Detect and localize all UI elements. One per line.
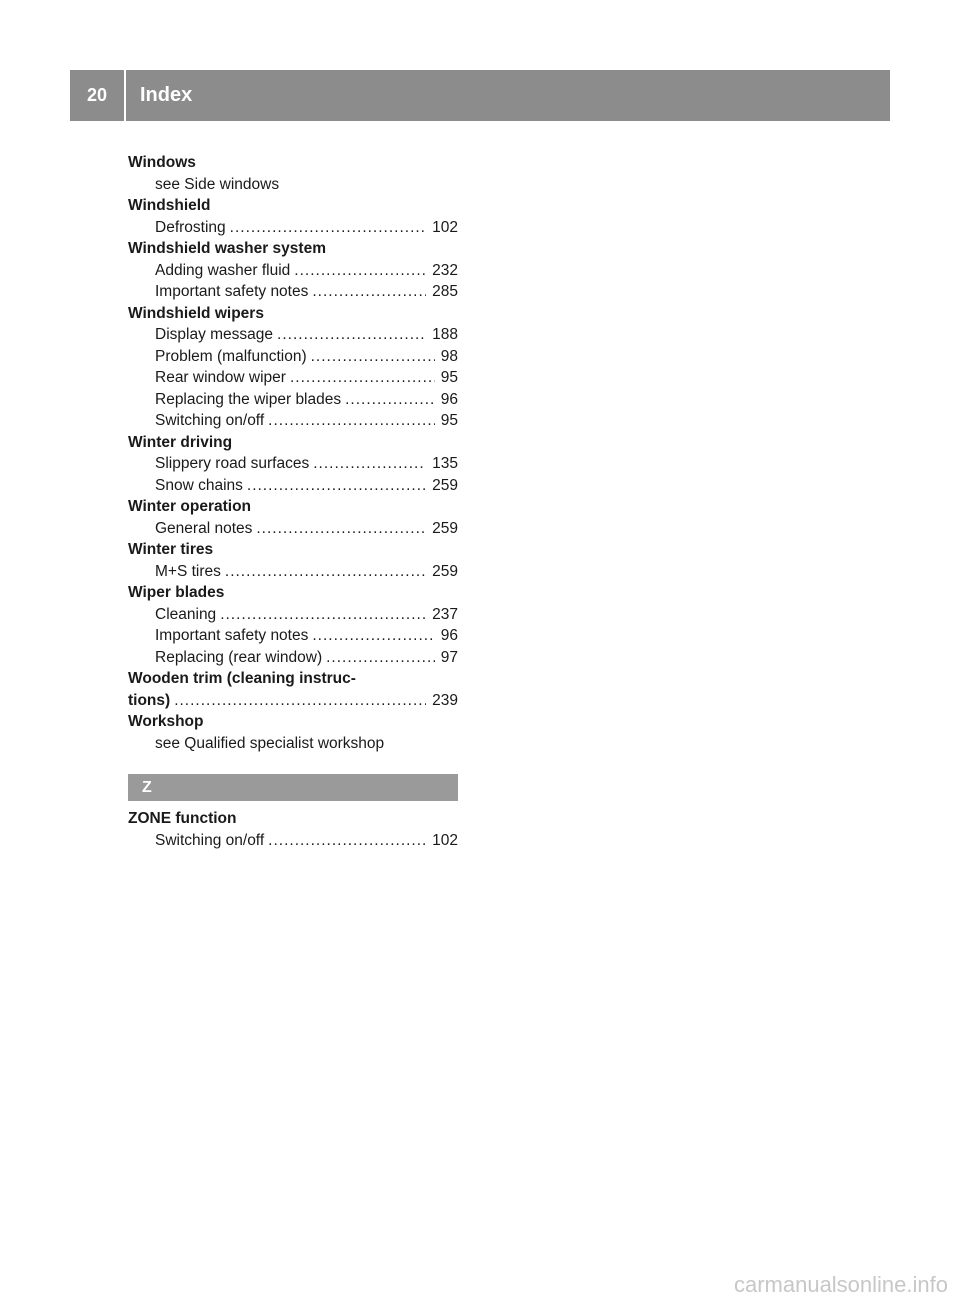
dot-leader [247,475,426,497]
page-reference: 239 [432,691,458,709]
index-term: Winter operation [128,498,252,515]
index-subentry [128,367,458,389]
dot-leader [277,324,426,346]
index-term: Wooden trim (cleaning instruc- [128,670,356,687]
dot-leader [174,690,426,712]
index-subentry [128,260,458,282]
dot-leader [268,830,426,852]
page-reference: 102 [432,831,458,849]
page-header [70,70,890,121]
subentry-label: Display message [155,326,274,343]
page-reference: 135 [432,455,458,472]
subentry-label: Switching on/off [155,412,265,429]
index-term: Windows [128,154,196,171]
index-subentry [128,410,458,432]
page-reference: 97 [440,648,458,666]
page-reference: 95 [440,369,458,386]
index-subentry [128,625,458,647]
index-term: Winter driving [128,433,233,451]
subentry-label: Snow chains [155,476,243,494]
index-term: Winter tires [128,541,214,558]
page-reference: 237 [432,605,458,623]
letter-heading-z: Z [128,774,458,801]
subentry-label: Defrosting [155,218,226,236]
page-reference: 259 [432,562,458,580]
index-see-reference: see Side windows [155,175,280,193]
index-term: Workshop [128,713,204,730]
index-subentry [128,346,458,368]
page-number: 20 [70,70,126,121]
page-reference: 232 [432,261,458,279]
page-reference: 102 [432,218,458,236]
dot-leader [230,217,426,239]
dot-leader [290,367,435,389]
index-term-continuation [128,690,458,712]
subentry-label: Cleaning [155,605,217,623]
dot-leader [326,647,435,669]
index-subentry [128,389,458,411]
page-reference: 96 [440,390,458,408]
index-term: Windshield washer system [128,240,326,257]
index-term: Windshield [128,197,211,214]
index-term: Wiper blades [128,584,225,601]
index-subentry [128,518,458,540]
dot-leader [225,561,426,583]
subentry-label: General notes [155,519,253,537]
index-subentry [128,324,458,346]
dot-leader [313,453,426,475]
dot-leader [220,604,426,626]
index-term: ZONE function [128,810,237,827]
subentry-label: Replacing (rear window) [155,648,323,666]
dot-leader [312,625,434,647]
index-subentry [128,830,458,852]
subentry-label: Important safety notes [155,627,309,644]
watermark-footer: carmanualsonline.info [733,1272,948,1297]
index-term: Windshield wipers [128,304,264,322]
subentry-label: Important safety notes [155,283,309,300]
dot-leader [294,260,426,282]
subentry-label: Adding washer fluid [155,261,291,279]
dot-leader [345,389,435,411]
dot-leader [256,518,426,540]
page-reference: 259 [432,476,458,494]
page-reference: 188 [432,326,458,343]
page-reference: 259 [432,519,458,537]
page-reference: 98 [440,347,458,365]
dot-leader [268,410,435,432]
subentry-label: Rear window wiper [155,369,286,386]
page-reference: 95 [440,412,458,429]
subentry-label: M+S tires [155,562,221,580]
dot-leader [311,346,435,368]
subentry-label: Slippery road surfaces [155,455,310,472]
dot-leader [312,281,426,303]
page-reference: 285 [432,283,458,300]
subentry-label: Replacing the wiper blades [155,390,342,408]
index-term-line2: tions) [128,691,171,709]
index-subentry [128,217,458,239]
subentry-label: Switching on/off [155,831,265,849]
index-column [128,152,458,851]
index-subentry [128,475,458,497]
index-subentry [128,647,458,669]
page-reference: 96 [440,627,458,644]
index-subentry [128,561,458,583]
index-see-reference: see Qualified specialist workshop [155,734,385,752]
index-subentry [128,281,458,303]
index-subentry [128,604,458,626]
index-subentry [128,453,458,475]
section-title: Index [140,84,193,106]
subentry-label: Problem (malfunction) [155,347,307,365]
